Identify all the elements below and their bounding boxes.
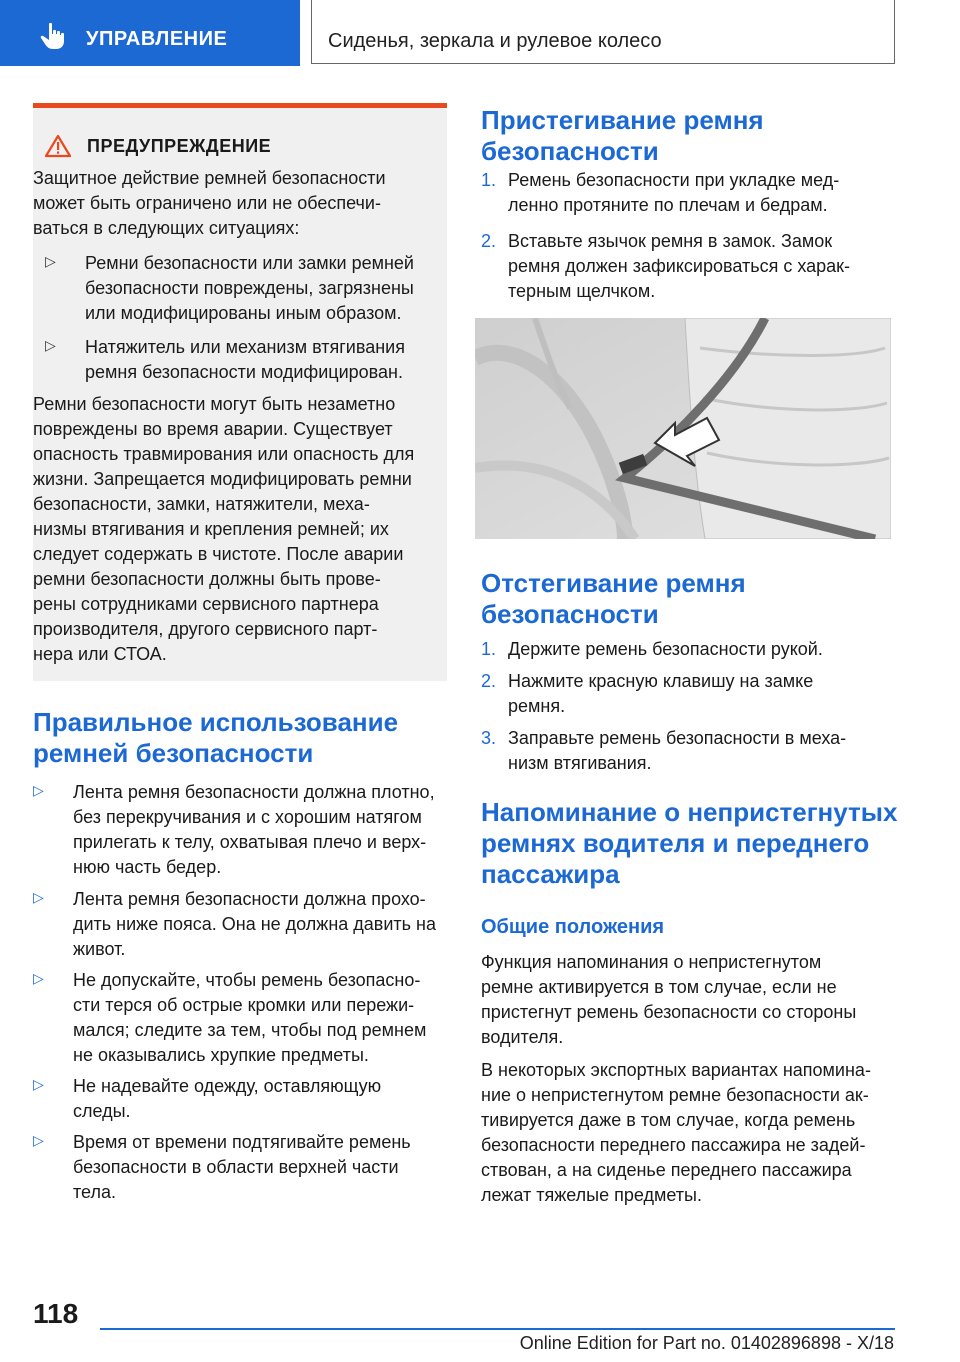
warning-body — [33, 392, 445, 667]
text-line: не оказывались хрупкие предметы. — [73, 1045, 369, 1065]
text-line: Заправьте ремень безопасности в меха- — [508, 728, 847, 748]
page-number: 118 — [33, 1298, 79, 1329]
fasten-heading — [481, 105, 901, 167]
text-line: ремня. — [508, 696, 566, 716]
fasten-step — [481, 229, 901, 304]
triangle-bullet-icon: ▷ — [45, 253, 56, 269]
heading-line: Отстегивание ремня — [481, 568, 746, 598]
chapter-title: Сиденья, зеркала и рулевое колесо — [328, 30, 662, 52]
text-line: дить ниже пояса. Она не должна давить на — [73, 914, 436, 934]
text-line: жизни. Запрещается модифицировать ремни — [33, 469, 412, 489]
warning-box — [33, 103, 447, 681]
text-line: может быть ограничено или не обеспечи- — [33, 193, 381, 213]
text-line: лежат тяжелые предметы. — [481, 1185, 702, 1205]
proper-use-bullet — [33, 968, 453, 1068]
text-line: нера или СТОА. — [33, 644, 167, 664]
triangle-bullet-icon: ▷ — [33, 889, 44, 905]
text-line: Ремни безопасности или замки ремней — [85, 253, 414, 273]
text-line: прилегать к телу, охватывая плечо и верх- — [73, 832, 427, 852]
warning-bullet — [45, 335, 445, 385]
text-line: Защитное действие ремней безопасности — [33, 168, 386, 188]
text-line: низм втягивания. — [508, 753, 652, 773]
text-line: тивируется даже в том случае, когда ремень — [481, 1110, 856, 1130]
text-line: ремне активируется в том случае, если не — [481, 977, 837, 997]
text-line: Держите ремень безопасности рукой. — [508, 639, 823, 659]
warning-triangle-icon — [45, 134, 71, 158]
text-line: В некоторых экспортных вариантах напомина- — [481, 1060, 871, 1080]
triangle-bullet-icon: ▷ — [45, 337, 56, 353]
chapter-header — [311, 0, 895, 64]
text-line: живот. — [73, 939, 126, 959]
heading-line: Правильное использование — [33, 707, 399, 737]
heading-line: ремнях водителя и переднего — [481, 828, 870, 858]
warning-title: ПРЕДУПРЕЖДЕНИЕ — [87, 135, 272, 156]
text-line: Натяжитель или механизм втягивания — [85, 337, 405, 357]
step-number: 2. — [481, 231, 497, 251]
proper-use-heading — [33, 707, 453, 769]
text-line: ствован, а на сиденье переднего пассажира — [481, 1160, 852, 1180]
heading-line: ремней безопасности — [33, 738, 314, 768]
text-line: Нажмите красную клавишу на замке — [508, 671, 814, 691]
text-line: нюю часть бедер. — [73, 857, 222, 877]
warning-intro — [33, 166, 443, 241]
text-line: Ремни безопасности могут быть незаметно — [33, 394, 396, 414]
text-line: Лента ремня безопасности должна прохо- — [73, 889, 426, 909]
triangle-bullet-icon: ▷ — [33, 970, 44, 986]
seat-drawing — [475, 318, 891, 539]
proper-use-bullet — [33, 780, 453, 880]
text-line: тела. — [73, 1182, 116, 1202]
text-line: без перекручивания и с хорошим натягом — [73, 807, 422, 827]
heading-line: Пристегивание ремня — [481, 105, 764, 135]
heading-line: безопасности — [481, 599, 659, 629]
reminder-paragraph-1 — [481, 950, 921, 1050]
unfasten-heading — [481, 568, 901, 630]
text-line: Функция напоминания о непристегнутом — [481, 952, 822, 972]
text-line: Вставьте язычок ремня в замок. Замок — [508, 231, 833, 251]
triangle-bullet-icon: ▷ — [33, 1132, 44, 1148]
section-tab[interactable] — [0, 0, 300, 66]
heading-line: безопасности — [481, 136, 659, 166]
text-line: производителя, другого сервисного парт- — [33, 619, 378, 639]
text-line: Лента ремня безопасности должна плотно, — [73, 782, 435, 802]
reminder-heading — [481, 797, 921, 890]
step-number: 1. — [481, 639, 497, 659]
text-line: безопасности повреждены, загрязнены — [85, 278, 414, 298]
warning-bullet — [45, 251, 445, 326]
unfasten-step — [481, 669, 901, 719]
proper-use-bullet — [33, 1074, 453, 1124]
text-line: ремня безопасности модифицирован. — [85, 362, 403, 382]
unfasten-step — [481, 726, 901, 776]
text-line: ремня должен зафиксироваться с харак- — [508, 256, 851, 276]
triangle-bullet-icon: ▷ — [33, 782, 44, 798]
text-line: Не допускайте, чтобы ремень безопасно- — [73, 970, 421, 990]
step-number: 3. — [481, 728, 497, 748]
text-line: пристегнут ремень безопасности со стороны — [481, 1002, 857, 1022]
fasten-step — [481, 168, 901, 218]
footer-divider — [100, 1328, 895, 1330]
text-line: Время от времени подтягивайте ремень — [73, 1132, 411, 1152]
text-line: безопасности, замки, натяжители, меха- — [33, 494, 370, 514]
text-line: ремни безопасности должны быть прове- — [33, 569, 381, 589]
text-line: ние о непристегнутом ремне безопасности ак- — [481, 1085, 869, 1105]
text-line: рены сотрудниками сервисного партнера — [33, 594, 379, 614]
reminder-paragraph-2 — [481, 1058, 921, 1208]
text-line: ленно протяните по плечам и бедрам. — [508, 195, 828, 215]
triangle-bullet-icon: ▷ — [33, 1076, 44, 1092]
reminder-subtitle: Общие положения — [481, 916, 665, 938]
heading-line: Напоминание о непристегнутых — [481, 797, 898, 827]
text-line: терным щелчком. — [508, 281, 656, 301]
text-line: безопасности в области верхней части — [73, 1157, 399, 1177]
text-line: водителя. — [481, 1027, 564, 1047]
seatbelt-illustration — [475, 318, 891, 539]
hand-icon — [40, 22, 66, 50]
unfasten-step — [481, 637, 901, 662]
text-line: или модифицированы иным образом. — [85, 303, 402, 323]
text-line: сти терся об острые кромки или пережи- — [73, 995, 415, 1015]
text-line: следует содержать в чистоте. После аварии — [33, 544, 404, 564]
step-number: 1. — [481, 170, 497, 190]
text-line: низмы втягивания и крепления ремней; их — [33, 519, 389, 539]
text-line: опасность травмирования или опасность для — [33, 444, 415, 464]
text-line: ваться в следующих ситуациях: — [33, 218, 300, 238]
section-label: УПРАВЛЕНИЕ — [86, 28, 228, 50]
text-line: безопасности переднего пассажира не задей- — [481, 1135, 866, 1155]
proper-use-bullet — [33, 887, 453, 962]
text-line: Не надевайте одежду, оставляющую — [73, 1076, 382, 1096]
text-line: повреждены во время аварии. Существует — [33, 419, 393, 439]
proper-use-bullet — [33, 1130, 453, 1205]
heading-line: пассажира — [481, 859, 620, 889]
text-line: следы. — [73, 1101, 131, 1121]
text-line: Ремень безопасности при укладке мед- — [508, 170, 840, 190]
edition-label: Online Edition for Part no. 01402896898 - X/18 — [519, 1333, 894, 1353]
warning-heading — [45, 134, 271, 158]
step-number: 2. — [481, 671, 497, 691]
text-line: мался; следите за тем, чтобы под ремнем — [73, 1020, 427, 1040]
